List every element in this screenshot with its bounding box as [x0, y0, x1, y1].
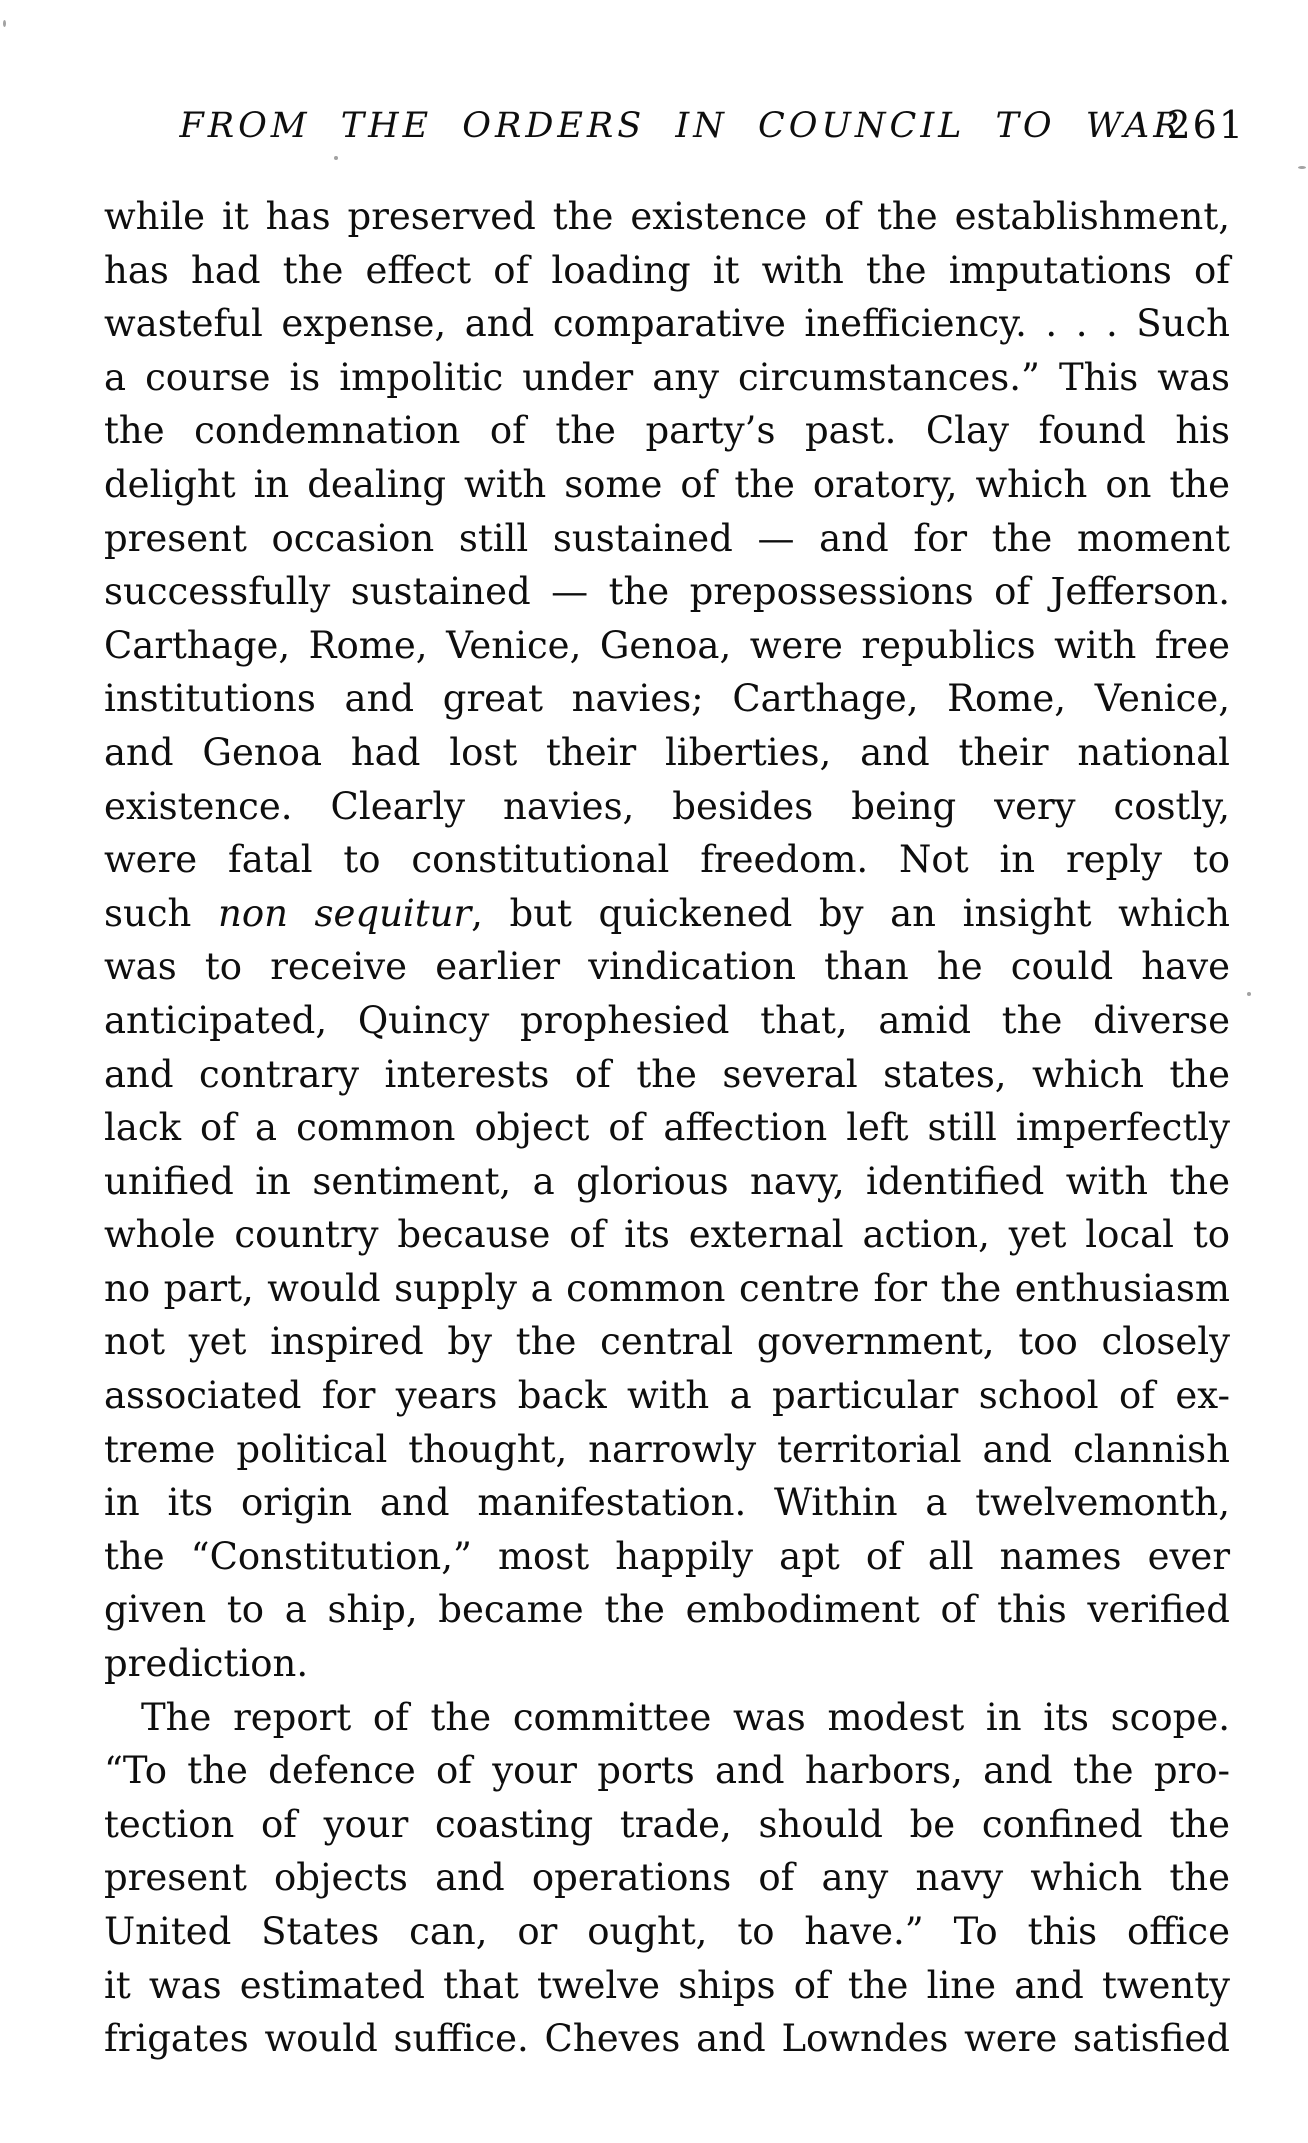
text-line: has had the effect of loading it with the imputations of [104, 248, 1230, 292]
text-line: and contrary interests of the several states, which the [104, 1052, 1230, 1096]
running-head [104, 103, 1245, 156]
text-line: while it has preserved the existence of the establishment, [104, 195, 1230, 238]
text-line [104, 887, 1230, 941]
text-line: United States can, or ought, to have.” To this office [104, 1910, 1230, 1953]
text-line: lack of a common object of affection left still imperfectly [104, 1106, 1230, 1150]
text-line: a course is impolitic under any circumstances.” This was [104, 355, 1230, 399]
text-line: unified in sentiment, a glorious navy, identified with the [104, 1159, 1230, 1203]
text-line-paragraph-start: The report of the committee was modest in its scope. [141, 1695, 1230, 1739]
text-line: were fatal to constitutional freedom. Not in reply to [104, 838, 1230, 882]
text-line: wasteful expense, and comparative inefficiency. . . . Such [104, 302, 1230, 346]
text-line: the “Constitution,” most happily apt of all names ever [104, 1534, 1230, 1578]
text-line: treme political thought, narrowly territorial and clannish [104, 1427, 1230, 1471]
text-line: was to receive earlier vindication than he could have [104, 945, 1230, 989]
text-line: “To the defence of your ports and harbors, and the pro- [104, 1749, 1230, 1793]
text-line: delight in dealing with some of the oratory, which on the [104, 462, 1230, 506]
text-line-paragraph-end: prediction. [104, 1642, 309, 1686]
text-line: whole country because of its external action, yet local to [104, 1213, 1230, 1257]
scan-speck [3, 20, 6, 27]
text-line: tection of your coasting trade, should be confined the [104, 1802, 1230, 1846]
text-line: present objects and operations of any navy which the [104, 1856, 1230, 1900]
text-line: and Genoa had lost their liberties, and their national [104, 730, 1230, 774]
text-line: in its origin and manifestation. Within a twelvemonth, [104, 1481, 1230, 1525]
body-text [104, 190, 1230, 2066]
text-line: institutions and great navies; Carthage, Rome, Venice, [104, 677, 1230, 721]
page-number: 261 [1166, 103, 1245, 147]
text-line: it was estimated that twelve ships of the line and twenty [104, 1963, 1230, 2007]
scan-speck [1247, 992, 1251, 996]
text-line: associated for years back with a particular school of ex- [104, 1374, 1230, 1418]
text-line: existence. Clearly navies, besides being very costly, [104, 784, 1230, 828]
text-line: no part, would supply a common centre for the enthusiasm [104, 1266, 1230, 1310]
text-run: , but quickened by an insight which [471, 891, 1230, 935]
scan-speck [1298, 166, 1306, 169]
text-line: present occasion still sustained — and for the moment [104, 516, 1230, 560]
text-line: not yet inspired by the central government, too closely [104, 1320, 1230, 1364]
text-run: such [104, 891, 218, 935]
running-head-title: FROM THE ORDERS IN COUNCIL TO WAR [179, 106, 1184, 146]
scan-speck [334, 156, 338, 160]
italic-phrase: non sequitur [217, 891, 472, 935]
text-line: the condemnation of the party’s past. Clay found his [104, 409, 1230, 453]
text-line: frigates would suffice. Cheves and Lowndes were satisfied [104, 2017, 1230, 2061]
text-line: anticipated, Quincy prophesied that, amid the diverse [104, 998, 1230, 1042]
text-line: Carthage, Rome, Venice, Genoa, were republics with free [104, 623, 1230, 667]
text-line: successfully sustained — the prepossessions of Jefferson. [104, 570, 1230, 614]
text-line: given to a ship, became the embodiment of this verified [104, 1588, 1230, 1632]
